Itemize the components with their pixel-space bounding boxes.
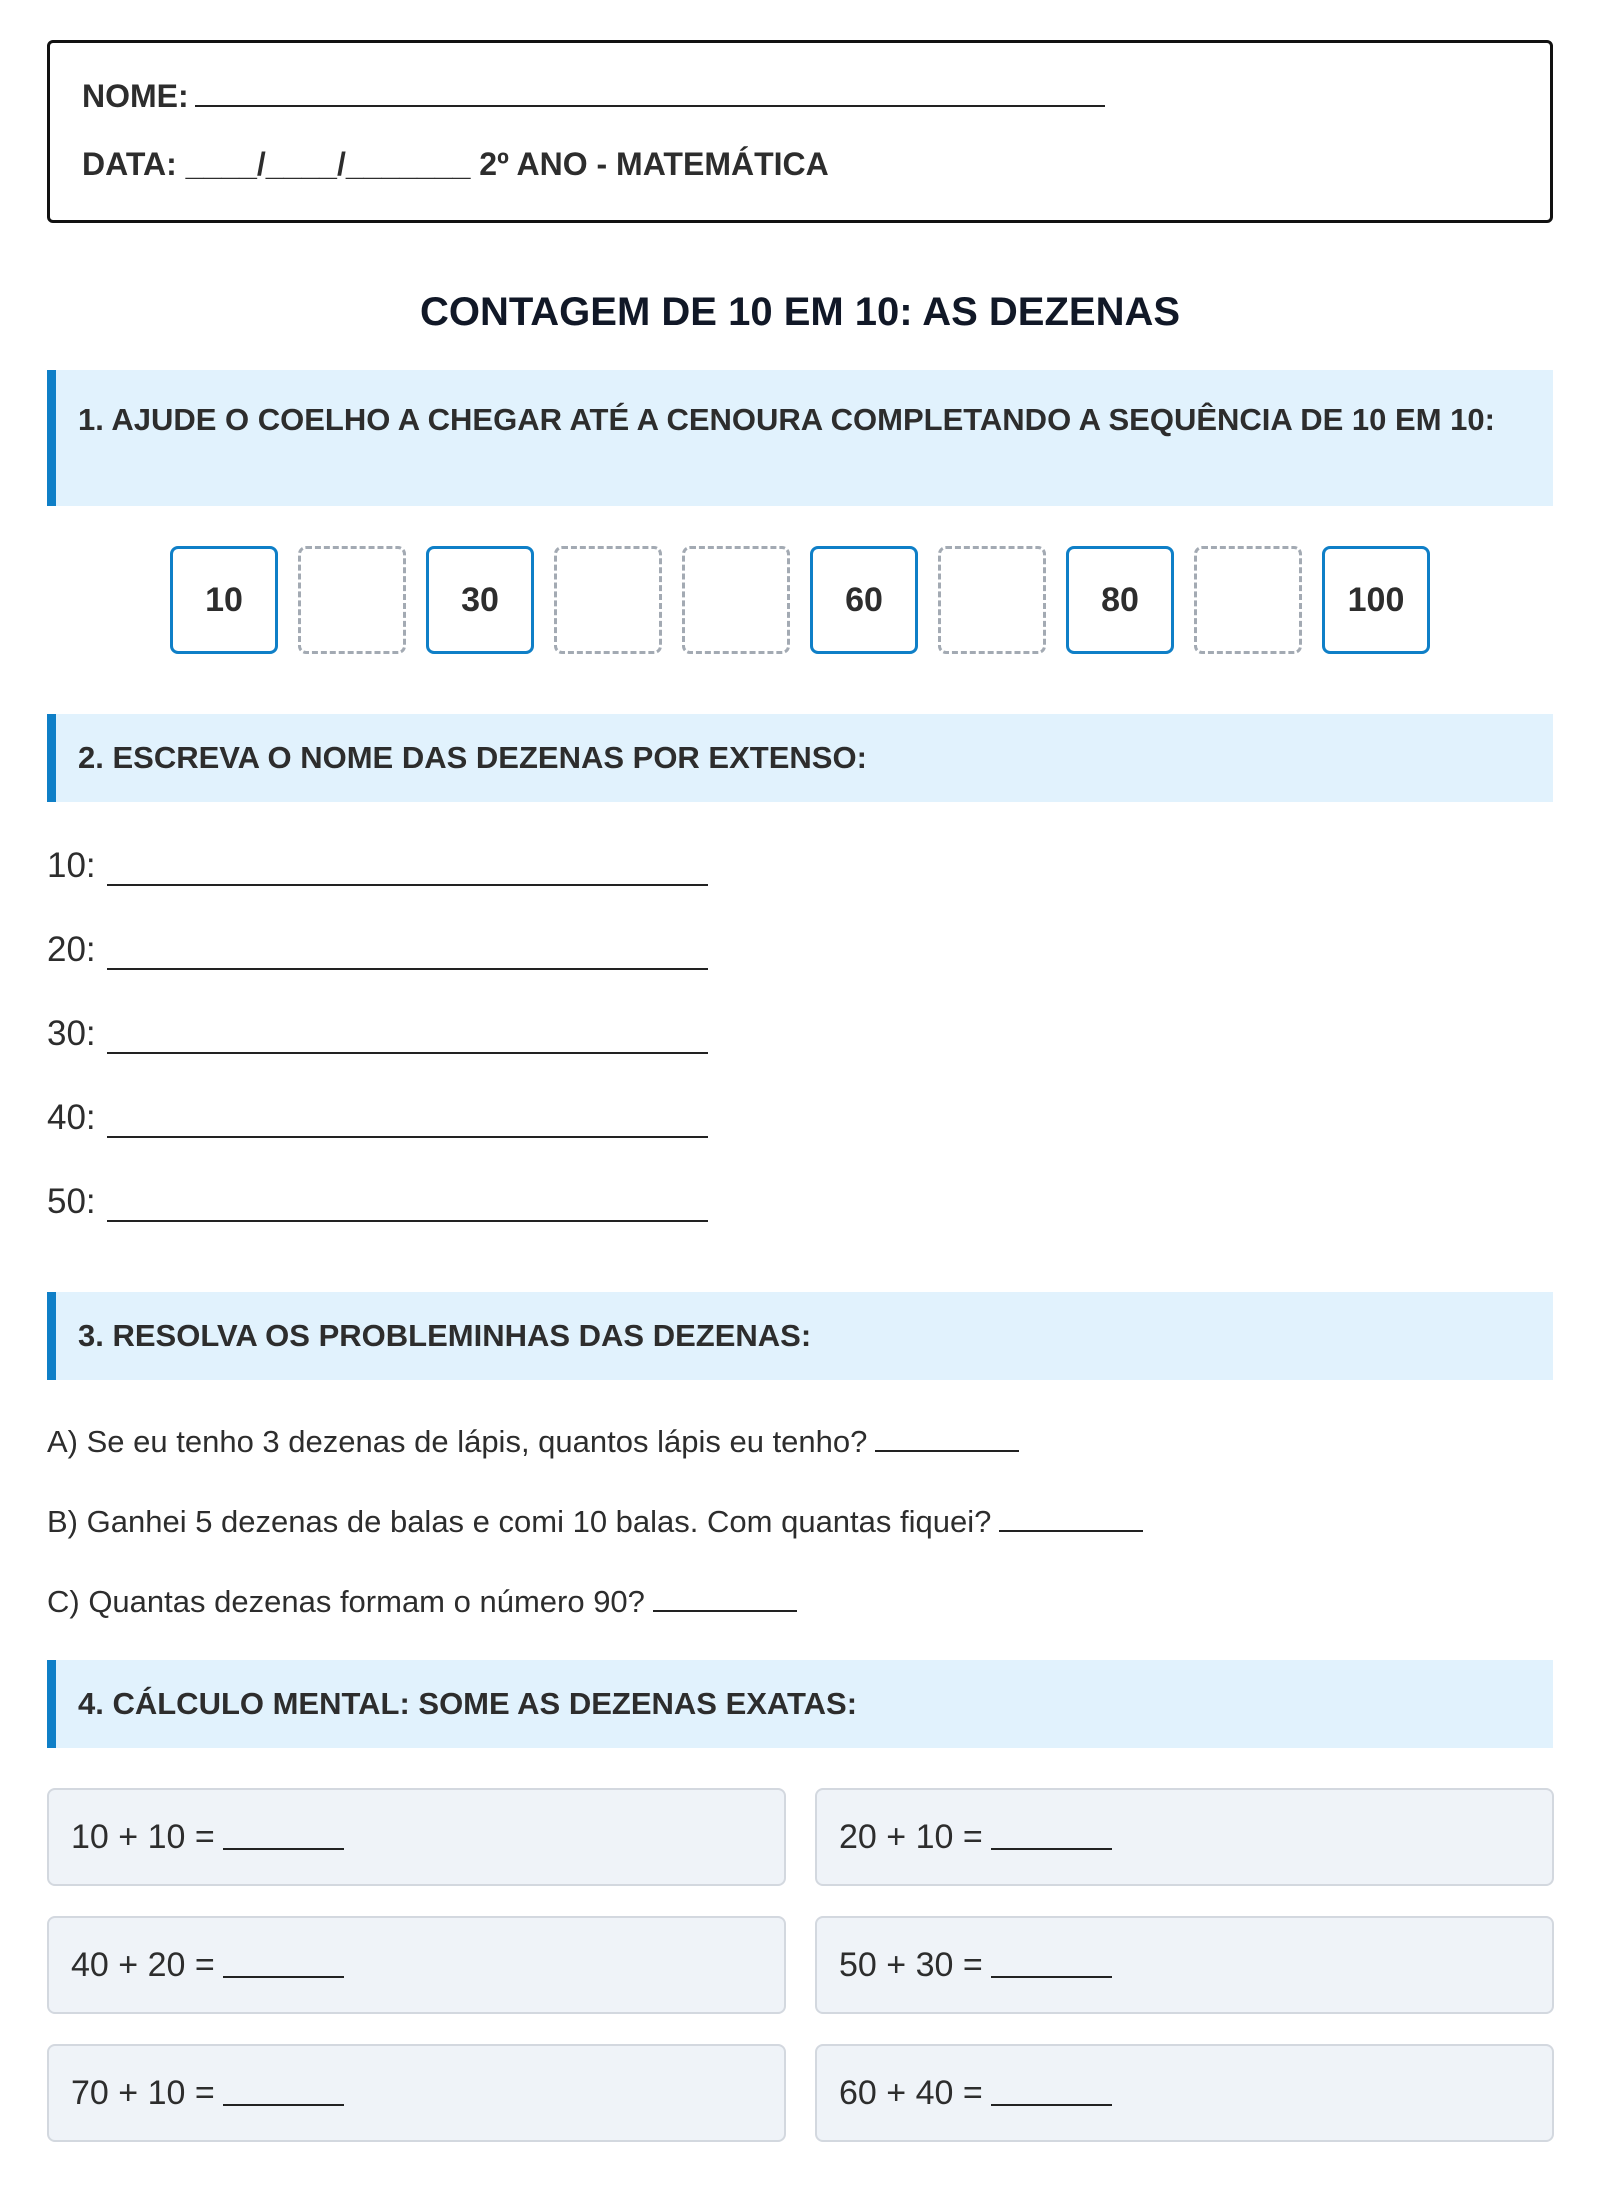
- sum-card: [47, 1916, 786, 2014]
- date-row: [82, 146, 829, 183]
- sum-answer-field[interactable]: [991, 2080, 1112, 2106]
- sum-expression: 40 + 20 =: [71, 1945, 215, 1984]
- name-field[interactable]: [195, 83, 1105, 107]
- problem-text: A) Se eu tenho 3 dezenas de lápis, quantos lápis eu tenho?: [47, 1424, 868, 1459]
- write-line-field[interactable]: [107, 1052, 708, 1054]
- problem-c: [47, 1584, 797, 1620]
- write-line-label: 50:: [47, 1182, 96, 1221]
- sum-card: [815, 1916, 1554, 2014]
- sum-expression: 50 + 30 =: [839, 1945, 983, 1984]
- sequence-box[interactable]: [682, 546, 790, 654]
- grade-subject: 2º ANO - MATEMÁTICA: [479, 146, 829, 182]
- write-line-label: 10:: [47, 846, 96, 885]
- sum-card: [47, 2044, 786, 2142]
- problem-a: [47, 1424, 1019, 1460]
- sequence-row: [170, 546, 1430, 654]
- sum-expression: 60 + 40 =: [839, 2073, 983, 2112]
- sequence-box[interactable]: 100: [1322, 546, 1430, 654]
- sum-answer-field[interactable]: [223, 2080, 344, 2106]
- sum-answer-field[interactable]: [991, 1824, 1112, 1850]
- sum-expression: 70 + 10 =: [71, 2073, 215, 2112]
- sum-card: [815, 2044, 1554, 2142]
- section-1-heading: 1. AJUDE O COELHO A CHEGAR ATÉ A CENOURA COMPLETANDO A SEQUÊNCIA DE 10 EM 10:: [47, 370, 1553, 506]
- write-line: [47, 846, 96, 896]
- sum-card: [47, 1788, 786, 1886]
- sum-answer-field[interactable]: [223, 1824, 344, 1850]
- page-title: CONTAGEM DE 10 EM 10: AS DEZENAS: [419, 290, 1181, 334]
- problem-text: B) Ganhei 5 dezenas de balas e comi 10 balas. Com quantas fiquei?: [47, 1504, 992, 1539]
- date-label[interactable]: DATA: ____/____/_______: [82, 146, 471, 182]
- write-line-field[interactable]: [107, 1136, 708, 1138]
- section-3-heading: 3. RESOLVA OS PROBLEMINHAS DAS DEZENAS:: [47, 1292, 1553, 1380]
- write-line-field[interactable]: [107, 1220, 708, 1222]
- sequence-box[interactable]: [554, 546, 662, 654]
- sum-answer-field[interactable]: [991, 1952, 1112, 1978]
- write-line-label: 20:: [47, 930, 96, 969]
- sequence-box[interactable]: [938, 546, 1046, 654]
- write-line-label: 30:: [47, 1014, 96, 1053]
- problem-text: C) Quantas dezenas formam o número 90?: [47, 1584, 645, 1619]
- write-line-label: 40:: [47, 1098, 96, 1137]
- name-row: [82, 78, 1105, 115]
- sum-expression: 10 + 10 =: [71, 1817, 215, 1856]
- sequence-box[interactable]: [1194, 546, 1302, 654]
- student-info-box: [47, 40, 1553, 223]
- sequence-box[interactable]: 30: [426, 546, 534, 654]
- sum-card: [815, 1788, 1554, 1886]
- answer-field[interactable]: [875, 1426, 1019, 1452]
- write-line: [47, 1014, 96, 1064]
- problem-b: [47, 1504, 1143, 1540]
- sum-expression: 20 + 10 =: [839, 1817, 983, 1856]
- sequence-box[interactable]: 10: [170, 546, 278, 654]
- sum-answer-field[interactable]: [223, 1952, 344, 1978]
- section-2-heading: 2. ESCREVA O NOME DAS DEZENAS POR EXTENSO:: [47, 714, 1553, 802]
- write-line: [47, 930, 96, 980]
- sequence-box[interactable]: 60: [810, 546, 918, 654]
- section-4-heading: 4. CÁLCULO MENTAL: SOME AS DEZENAS EXATAS:: [47, 1660, 1553, 1748]
- write-line-field[interactable]: [107, 968, 708, 970]
- answer-field[interactable]: [999, 1506, 1143, 1532]
- write-line-field[interactable]: [107, 884, 708, 886]
- sequence-box[interactable]: [298, 546, 406, 654]
- sequence-box[interactable]: 80: [1066, 546, 1174, 654]
- write-line: [47, 1098, 96, 1148]
- write-line: [47, 1182, 96, 1232]
- answer-field[interactable]: [653, 1586, 797, 1612]
- name-label: NOME:: [82, 78, 189, 114]
